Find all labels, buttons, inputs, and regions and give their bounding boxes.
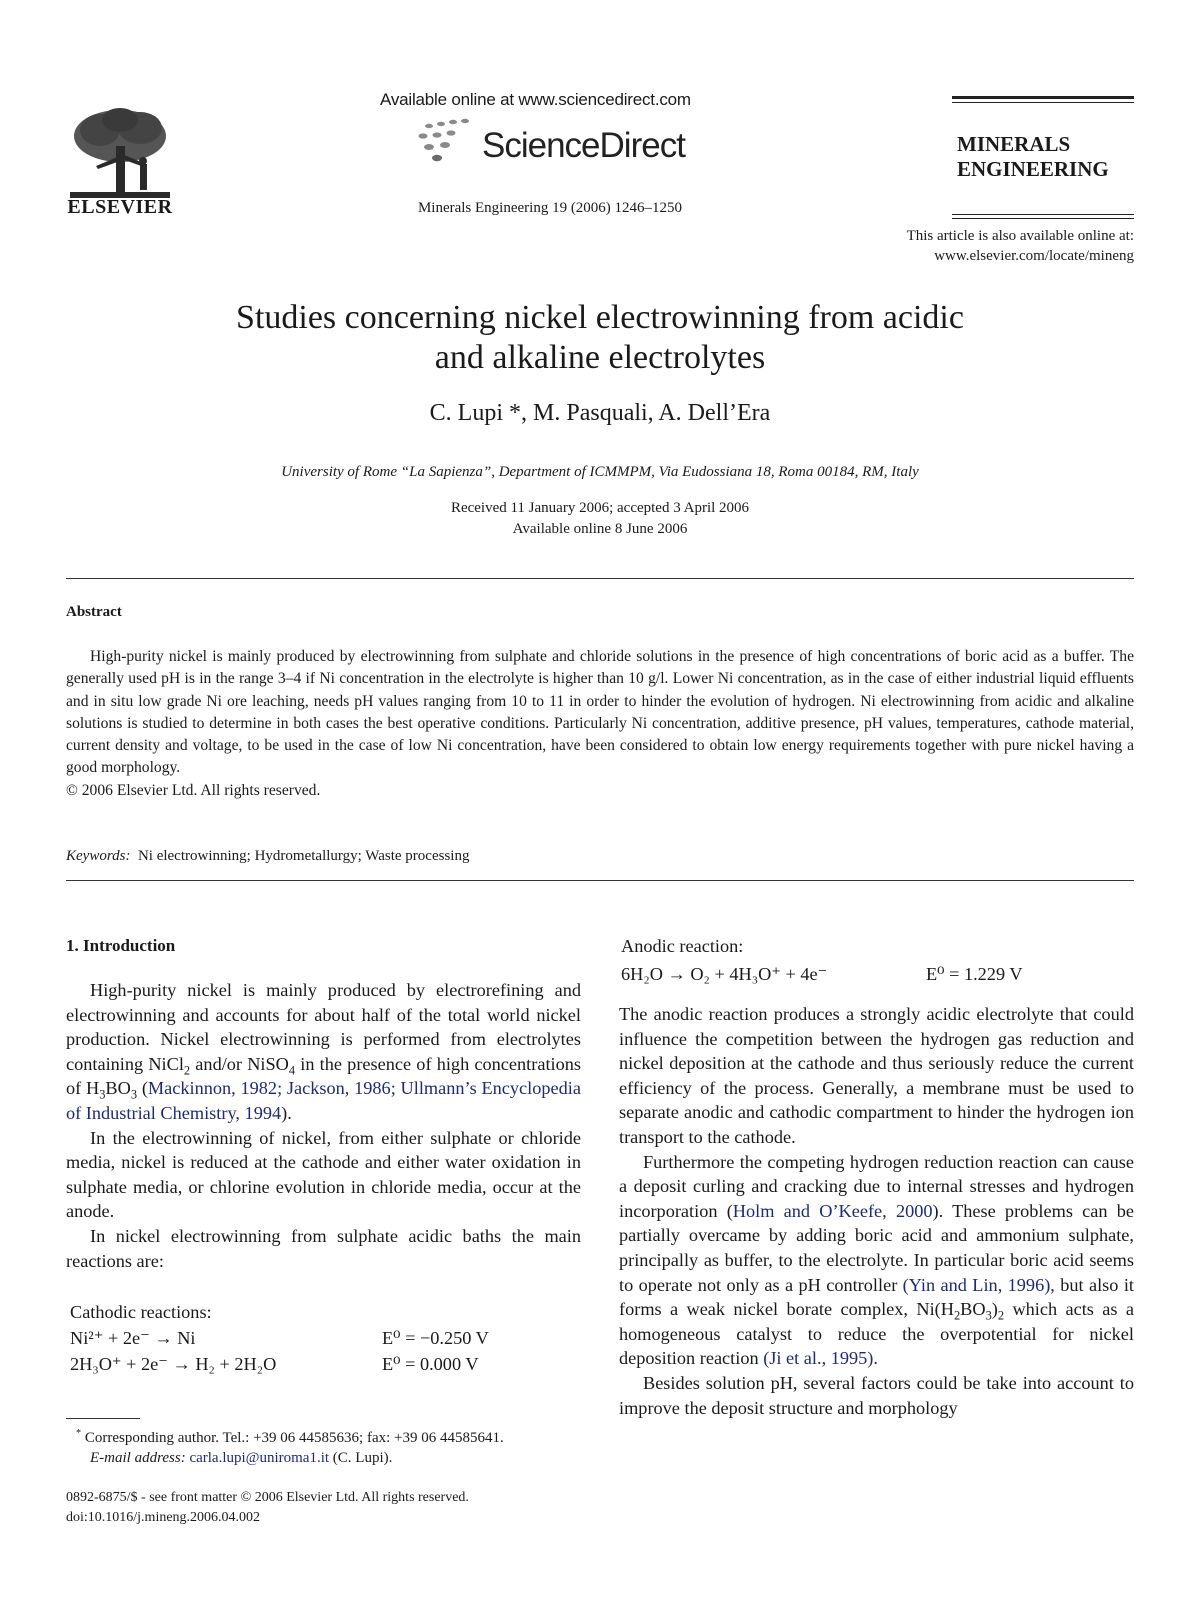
body-paragraph: The anodic reaction produces a strongly acidic electrolyte that could influence the competition between the hydrogen gas reduction and nickel deposition at the cathode and thus seriously reduce the current efficiency of the process. Generally, a membrane must be used to separate anodic and cathodic compartment to hinder the hydrogen ion transport to the cathode. [619, 1004, 1134, 1147]
received-date: Received 11 January 2006; accepted 3 April 2006 [450, 500, 750, 516]
journal-rule [952, 96, 1134, 99]
left-column [66, 978, 581, 1273]
journal-url[interactable]: www.elsevier.com/locate/mineng [934, 248, 1134, 264]
footnote-marker: * [76, 1428, 82, 1439]
citation-link[interactable]: Mackinnon, 1982; Jackson, 1986; Ullmann’s Encyclopedia of Industrial Chemistry, 1994 [66, 1078, 581, 1123]
article-title [100, 298, 1100, 378]
citation-link[interactable]: (Ji et al., 1995). [763, 1348, 878, 1369]
reaction-equation: 6H₂O → O₂ + 4H₃O⁺ + 4e⁻ [621, 964, 828, 984]
journal-rule [952, 102, 1134, 103]
reaction-equation: 2H₃O⁺ + 2e⁻ → H₂ + 2H₂O [70, 1354, 277, 1374]
email-label: E-mail address: [90, 1450, 186, 1466]
abstract-copyright: © 2006 Elsevier Ltd. All rights reserved. [66, 781, 321, 799]
section-heading: 1. Introduction [66, 936, 176, 955]
reaction-equation: Ni²⁺ + 2e⁻ → Ni [70, 1328, 196, 1348]
abstract-body [66, 646, 1134, 802]
intro-paragraph: High-purity nickel is mainly produced by electrorefining and electrowinning and accounts for about half of the total world nickel production. Nickel electrowinning is performed from electrolytes containing NiCl$_2$ and/or NiSO$_4$ in the presence of high concentrations of $H_3BO_3$ (Mackinnon, 1982; Jackson, 1986; Ullmann’s Encyclopedia of Industrial Chemistry, 1994). [66, 980, 581, 1123]
journal-name: MINERALS ENGINEERING [957, 132, 1109, 181]
anodic-label: Anodic reaction: [621, 936, 744, 956]
citation-link[interactable]: (Yin and Lin, 1996), [902, 1274, 1055, 1295]
intro-paragraph: In the electrowinning of nickel, from either sulphate or chloride media, nickel is reduced at the cathode and either water oxidation in sulphate media, or chlorine evolution in chloride media, occur at the anode. [66, 1127, 581, 1222]
available-online-text: Available online at www.sciencedirect.com [380, 90, 691, 109]
reaction-potential: E⁰ = −0.250 V [382, 1328, 489, 1348]
email-link[interactable]: carla.lupi@uniroma1.it [189, 1450, 330, 1466]
reaction-potential: E⁰ = 1.229 V [926, 964, 1023, 984]
front-matter [66, 1488, 606, 1528]
body-paragraph: Furthermore the competing hydrogen reduction reaction can cause a deposit curling and cracking due to internal stresses and hydrogen incorporation (Holm and O’Keefe, 2000). These problems can be partially overcame by adding boric acid and ammonium sulphate, principally as buffer, to the electrolyte. In particular boric acid seems to operate not only as a pH controller (Yin and Lin, 1996), but also it forms a weak nickel borate complex, $Ni(H_2BO_3)_2$ which acts as a homogeneous catalyst to reduce the overpotential for nickel deposition reaction (Ji et al., 1995). [619, 1151, 1135, 1369]
sciencedirect-wordmark: ScienceDirect [482, 126, 685, 165]
journal-rule [952, 214, 1134, 215]
abstract-text: High-purity nickel is mainly produced by electrowinning from sulphate and chloride solutions in the presence of high concentrations of boric acid as a buffer. The generally used pH is in the range 3–4 if Ni concentration in the electrolyte is higher than 10 g/l. Lower Ni concentration, as in the case of either industrial liquid effluents and in situ low grade Ni ore leaching, needs pH values ranging from 10 to 11 in order to hinder the evolution of hydrogen. Ni electrowinning from acidic and alkaline solutions is studied to determine in both cases the best operative conditions. Particularly Ni concentration, additive presence, pH values, temperatures, cathode material, current density and voltage, to be used in the case of low Ni concentration, have been considered to obtain low energy requirements together with pure nickel having a good morphology. [66, 648, 1134, 777]
publisher-logo-text: ELSEVIER [67, 196, 173, 218]
article-authors: C. Lupi *, M. Pasquali, A. Dell’Era [429, 400, 771, 426]
article-title-line: and alkaline electrolytes [434, 339, 766, 376]
footnote-text: Corresponding author. Tel.: +39 06 44585636; fax: +39 06 44585641. [84, 1430, 504, 1446]
sciencedirect-dots-icon [415, 116, 477, 166]
abstract-heading: Abstract [66, 604, 122, 620]
citation-link[interactable]: Holm and O’Keefe, 2000 [732, 1200, 933, 1221]
issn-line: 0892-6875/$ - see front matter © 2006 Elsevier Ltd. All rights reserved. [66, 1490, 469, 1505]
keywords-list: Ni electrowinning; Hydrometallurgy; Waste processing [137, 848, 470, 864]
right-column [619, 1002, 1134, 1420]
author-affiliation: University of Rome “La Sapienza”, Department of ICMMPM, Via Eudossiana 18, Roma 00184, RM, Italy [281, 464, 919, 480]
keywords-label: Keywords: [66, 848, 131, 864]
online-date: Available online 8 June 2006 [512, 521, 688, 537]
body-paragraph: Besides solution pH, several factors could be take into account to improve the deposit structure and morphology [619, 1372, 1134, 1418]
intro-paragraph: In nickel electrowinning from sulphate acidic baths the main reactions are: [66, 1225, 581, 1271]
also-available-note [820, 226, 1134, 266]
article-dates [100, 498, 1100, 540]
divider [66, 880, 1134, 881]
keywords [66, 848, 1134, 865]
reaction-potential: E⁰ = 0.000 V [382, 1354, 479, 1374]
journal-rule [952, 218, 1134, 219]
corresponding-author-footnote [66, 1428, 586, 1468]
footnote-rule [66, 1418, 140, 1419]
doi[interactable]: doi:10.1016/j.mineng.2006.04.002 [66, 1510, 261, 1525]
journal-citation: Minerals Engineering 19 (2006) 1246–1250 [417, 200, 683, 216]
cathodic-label: Cathodic reactions: [70, 1302, 212, 1322]
also-available-line: This article is also available online at: [906, 228, 1134, 244]
divider [66, 578, 1134, 579]
article-title-line: Studies concerning nickel electrowinning from acidic [236, 299, 964, 336]
email-suffix: (C. Lupi). [332, 1450, 393, 1466]
